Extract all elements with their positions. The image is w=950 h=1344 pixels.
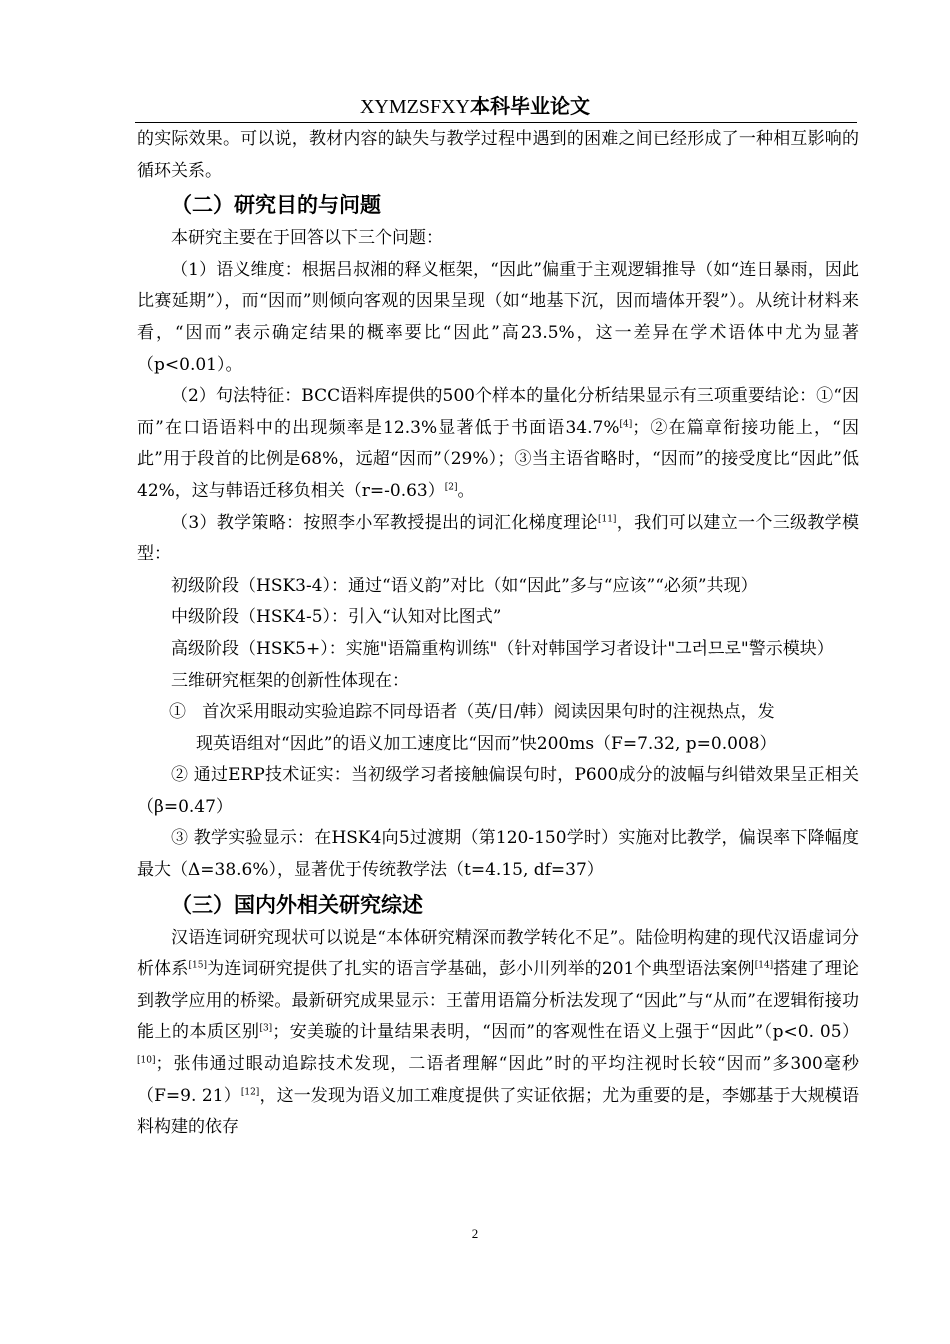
- q3-text-a: （3）教学策略：按照李小军教授提出的词汇化梯度理论: [171, 512, 598, 533]
- q2-text-b: ；②在篇章衔接功能上，“因此”用于段首的比例是68%，远超“因而”（29%）；③当主语省略时，“因而”的接受度比“因此”低42%，这与韩语迁移负相关（r=-0.63）: [137, 417, 859, 501]
- review-paragraph: [137, 923, 859, 1144]
- review-text-c: 搭建了理论到教学应用的桥梁。最新研究成果显示：王蕾用语篇分析法发现了“因此”与“从而”在逻辑衔接功能上的本质区别: [137, 959, 860, 1043]
- level-advanced: 高级阶段（HSK5+）：实施"语篇重构训练"（针对韩国学习者设计"그러므로"警示模块）: [171, 638, 834, 659]
- innovation-1-text-a: 首次采用眼动实验追踪不同母语者（英/日/韩）阅读因果句时的注视热点，发: [202, 702, 775, 723]
- header-title: 本科毕业论文: [470, 94, 591, 118]
- section-heading-3: （三）国内外相关研究综述: [171, 892, 423, 917]
- body-text: [137, 124, 859, 1144]
- q2-text-c: 。: [457, 480, 475, 501]
- innovation-lead: 三维研究框架的创新性体现在：: [171, 670, 409, 691]
- citation-3: [3]: [259, 1023, 273, 1034]
- header-school-code: XYMZSFXY: [359, 96, 471, 118]
- header-rule: [135, 122, 857, 123]
- innovation-1: [137, 697, 859, 760]
- citation-14: [14]: [754, 960, 774, 971]
- citation-2: [2]: [444, 482, 458, 493]
- review-text-f: ，这一发现为语义加工难度提供了实证依据；尤为重要的是，李娜基于大规模语料构建的依存: [137, 1085, 860, 1138]
- review-text-e: ；张伟通过眼动追踪技术发现，二语者理解“因此”时的平均注视时长较“因而”多300毫秒（F=9. 21）: [137, 1054, 859, 1106]
- page-number: 2: [471, 1226, 479, 1241]
- citation-15: [15]: [188, 960, 207, 971]
- question-3: [137, 508, 859, 571]
- citation-4: [4]: [619, 419, 633, 430]
- innovation-3: ③ 教学实验显示：在HSK4向5过渡期（第120-150学时）实施对比教学，偏误率下降幅度最大（Δ=38.6%），显著优于传统教学法（t=4.15, df=37）: [137, 828, 859, 881]
- q2-text-a: （2）句法特征：BCC语料库提供的500个样本的量化分析结果显示有三项重要结论：①“因而”在口语语料中的出现频率是12.3%显著低于书面语34.7%: [137, 386, 859, 438]
- review-text-a: 汉语连词研究现状可以说是“本体研究精深而教学转化不足”。陆俭明构建的现代汉语虚词分析体系: [137, 927, 859, 980]
- review-text-b: 为连词研究提供了扎实的语言学基础，彭小川列举的201个典型语法案例: [206, 959, 755, 980]
- innovation-1-mark: ①: [169, 702, 186, 723]
- innovation-1-text-b: 现英语组对“因此”的语义加工速度比“因而”快200ms（F=7.32, p=0.008）: [196, 733, 777, 754]
- review-text-d: ；安美璇的计量结果表明，“因而”的客观性在语义上强于“因此”（p<0. 05）: [272, 1022, 859, 1043]
- section2-lead: 本研究主要在于回答以下三个问题：: [171, 228, 443, 249]
- innovation-2: ② 通过ERP技术证实：当初级学习者接触偏误句时，P600成分的波幅与纠错效果呈正相关（β=0.47）: [137, 765, 859, 817]
- level-intermediate: 中级阶段（HSK4-5）：引入“认知对比图式”: [171, 607, 502, 628]
- citation-11: [11]: [597, 513, 617, 524]
- running-header: [0, 93, 950, 120]
- level-beginner: 初级阶段（HSK3-4）：通过“语义韵”对比（如“因此”多与“应该”“必须”共现）: [171, 575, 758, 596]
- q3-text-b: ，我们可以建立一个三级教学模型：: [137, 512, 859, 565]
- intro-paragraph: 的实际效果。可以说，教材内容的缺失与教学过程中遇到的困难之间已经形成了一种相互影响的循环关系。: [137, 129, 859, 181]
- question-1: （1）语义维度：根据吕叔湘的释义框架，“因此”偏重于主观逻辑推导（如“连日暴雨，因此比赛延期”），而“因而”则倾向客观的因果呈现（如“地基下沉，因而墙体开裂”）。从统计材料来看，“因而”表示确定结果的概率要比“因此”高23.5%，这一差异在学术语体中尤为显著（p<0.01）。: [137, 259, 859, 375]
- citation-12: [12]: [240, 1086, 260, 1097]
- citation-10: [10]: [137, 1055, 156, 1066]
- section-heading-2: （二）研究目的与问题: [171, 193, 381, 218]
- question-2: [137, 381, 859, 507]
